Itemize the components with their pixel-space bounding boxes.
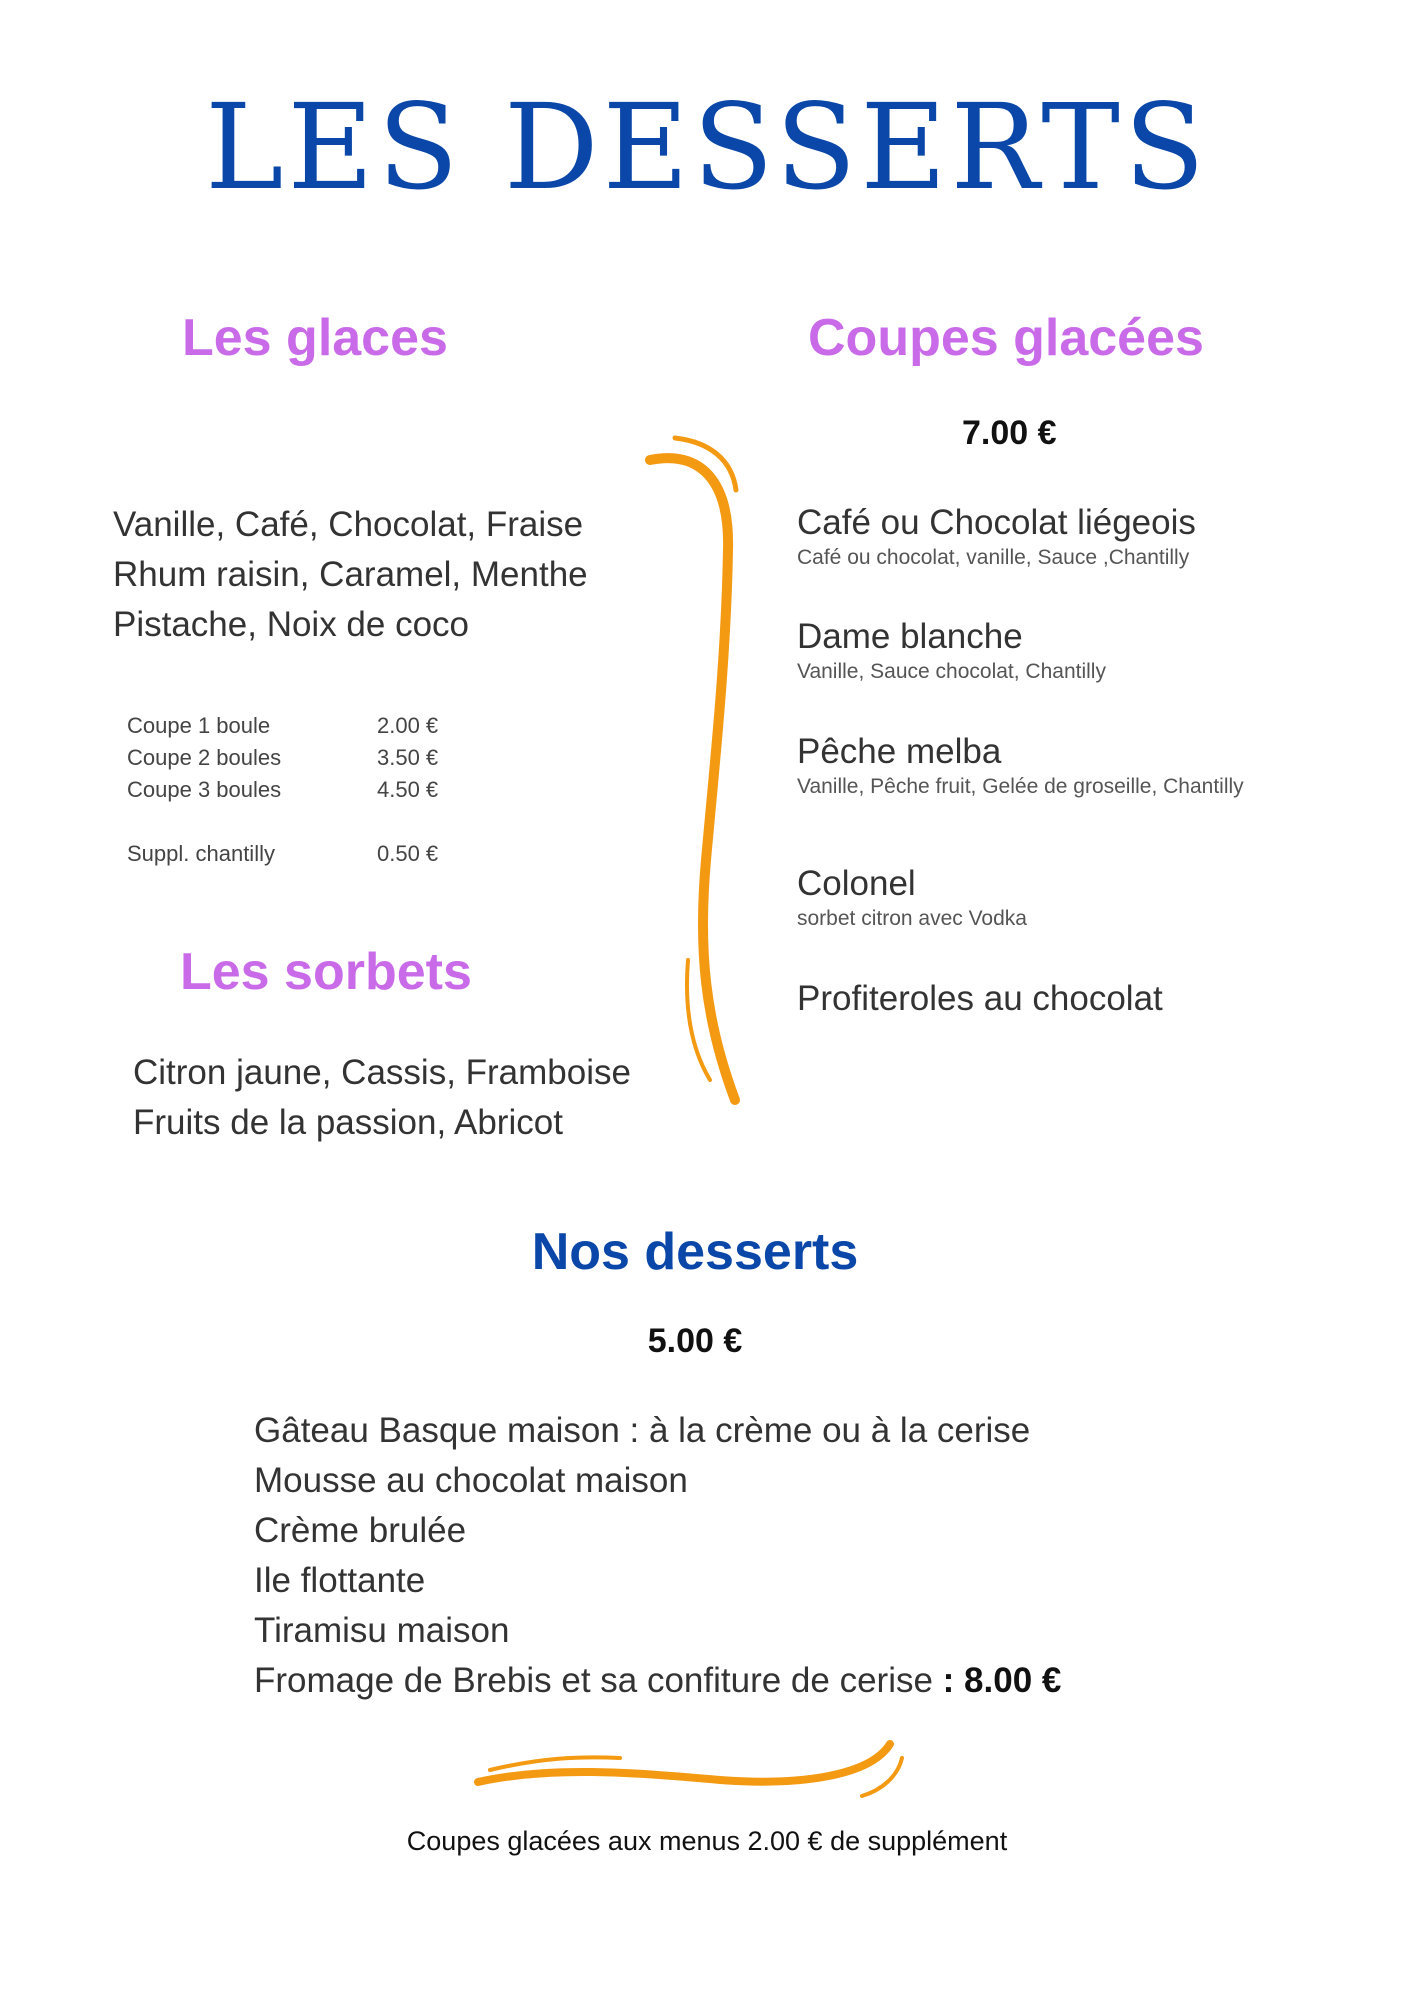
supplement-row <box>127 838 438 870</box>
glaces-flavor-line: Vanille, Café, Chocolat, Fraise <box>113 505 584 544</box>
sorbets-heading: Les sorbets <box>180 943 472 1001</box>
price-row-label: Coupe 2 boules <box>127 745 282 770</box>
footer-note: Coupes glacées aux menus 2.00 € de supplément <box>406 1826 1008 1856</box>
coupe-desc: Café ou chocolat, vanille, Sauce ,Chantilly <box>797 546 1190 569</box>
glaces-flavor-line: Pistache, Noix de coco <box>113 605 470 644</box>
coupe-item <box>797 864 1027 934</box>
coupe-item <box>797 617 1106 687</box>
coupes-heading: Coupes glacées <box>808 309 1204 367</box>
orange-swash-divider <box>640 430 750 1110</box>
dessert-item: Tiramisu maison <box>254 1611 510 1650</box>
dessert-item: Gâteau Basque maison : à la crème ou à la cerise <box>254 1411 1031 1450</box>
price-row <box>127 774 438 806</box>
supplement-label: Suppl. chantilly <box>127 841 275 866</box>
coupe-item <box>797 503 1196 573</box>
coupe-name: Pêche melba <box>797 732 1002 771</box>
price-row-label: Coupe 1 boule <box>127 713 271 738</box>
sorbets-flavor-line: Fruits de la passion, Abricot <box>133 1103 563 1142</box>
coupe-desc: Vanille, Pêche fruit, Gelée de groseille, Chantilly <box>797 775 1244 798</box>
desserts-list <box>254 1406 1061 1706</box>
coupe-name: Profiteroles au chocolat <box>797 979 1163 1018</box>
price-row <box>127 710 438 742</box>
coupe-name: Café ou Chocolat liégeois <box>797 503 1196 542</box>
page-title: LES DESSERTS <box>205 78 1209 216</box>
orange-swash-footer <box>470 1736 920 1806</box>
coupes-price: 7.00 € <box>962 414 1057 452</box>
dessert-item <box>254 1656 1061 1706</box>
glaces-flavors <box>113 500 588 650</box>
price-row-value: 3.50 € <box>377 745 439 770</box>
dessert-item: Crème brulée <box>254 1511 467 1550</box>
desserts-heading: Nos desserts <box>531 1223 859 1281</box>
dessert-item: Ile flottante <box>254 1561 426 1600</box>
sorbets-flavors <box>133 1048 631 1148</box>
price-row <box>127 742 438 774</box>
glaces-flavor-line: Rhum raisin, Caramel, Menthe <box>113 555 588 594</box>
glaces-price-list <box>127 710 438 870</box>
coupe-item <box>797 732 1244 802</box>
price-row-value: 4.50 € <box>377 777 439 802</box>
price-row-label: Coupe 3 boules <box>127 777 282 802</box>
coupe-item <box>797 979 1163 1019</box>
coupe-desc: Vanille, Sauce chocolat, Chantilly <box>797 660 1106 683</box>
dessert-special-price: : 8.00 € <box>932 1661 1062 1700</box>
glaces-heading: Les glaces <box>182 309 448 367</box>
price-row-value: 2.00 € <box>377 713 439 738</box>
supplement-price: 0.50 € <box>377 841 439 866</box>
sorbets-flavor-line: Citron jaune, Cassis, Framboise <box>133 1053 631 1092</box>
dessert-item-name: Fromage de Brebis et sa confiture de cerise <box>254 1661 933 1700</box>
coupe-name: Dame blanche <box>797 617 1023 656</box>
desserts-price: 5.00 € <box>647 1322 743 1360</box>
coupe-desc: sorbet citron avec Vodka <box>797 907 1027 930</box>
dessert-item: Mousse au chocolat maison <box>254 1461 688 1500</box>
coupe-name: Colonel <box>797 864 916 903</box>
